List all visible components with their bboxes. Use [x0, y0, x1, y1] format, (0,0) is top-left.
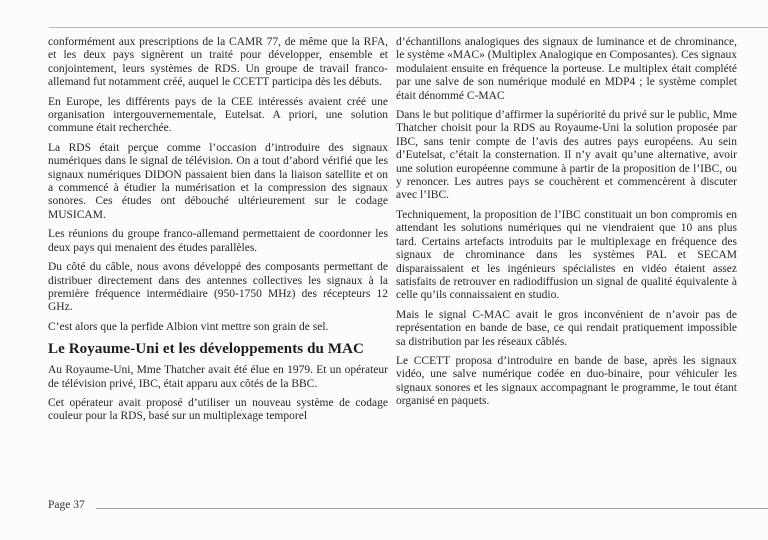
left-column [48, 36, 388, 430]
paragraph: Techniquement, la proposition de l’IBC constituait un bon compromis en attendant les solutions numériques qui ne viendraient que 10 ans plus tard. Certains artefacts introduits par le multiplexage en fréquence des signaux de chrominance dans les systèmes PAL et SECAM disparaissaient et les ingénieurs spécialistes en vidéo étaient assez satisfaits de retrouver en radiodiffusion un signal de qualité équivalente à celle qu’ils connaissaient en studio. [396, 208, 737, 302]
paragraph: conformément aux prescriptions de la CAMR 77, de même que la RFA, et les deux pays signèrent un traité pour développer, ensemble et conjointement, leurs systèmes de RDS. Un groupe de travail franco-allemand fut notamment créé, auquel le CCETT participa dès les débuts. [48, 36, 388, 89]
paragraph: Au Royaume-Uni, Mme Thatcher avait été élue en 1979. Et un opérateur de télévision privé, IBC, était apparu aux côtés de la BBC. [48, 364, 388, 390]
paragraph: Le CCETT proposa d’introduire en bande de base, après les signaux vidéo, une salve numérique codée en duo-binaire, pour véhiculer les signaux sonores et les signaux accompagnant le programme, le tout étant organisé en paquets. [396, 354, 737, 408]
page-number-label: Page 37 [48, 499, 85, 511]
footer-rule [96, 508, 768, 509]
paragraph: Cet opérateur avait proposé d’utiliser un nouveau système de codage couleur pour la RDS, basé sur un multiplexage temporel [48, 396, 388, 423]
paragraph: Dans le but politique d’affirmer la supériorité du privé sur le public, Mme Thatcher choisit pour la RDS au Royaume-Uni la solution proposée par IBC, sans tenir compte de l’avis des autres pays européens. Au sein d’Eutelsat, c’était la consternation. Il n’y avait qu’une alternative, avoir une solution européenne commune à partir de la proposition de l’IBC, ou y renoncer. Les autres pays se couchèrent et commencèrent à discuter avec l’IBC. [396, 109, 737, 202]
paragraph: En Europe, les différents pays de la CEE intéressés avaient créé une organisation intergouvernementale, Eutelsat. A priori, une solution commune était recherchée. [48, 95, 388, 135]
top-rule [49, 27, 768, 28]
paragraph: La RDS était perçue comme l’occasion d’introduire des signaux numériques dans le signal de télévision. On a tout d’abord vérifié que les signaux numériques DIDON passaient bien dans la liaison satellite et on a commencé à étudier la numérisation et la compression des signaux sonores. Ces études ont débouché ultérieurement sur le codage MUSICAM. [48, 141, 388, 221]
paragraph: d’échantillons analogiques des signaux de luminance et de chrominance, le système «MAC» (Multiplex Analogique en Composantes). Ces signaux modulaient ensuite en fréquence la porteuse. Le multiplex était complété par une salve de son numérique modulé en MDP4 ; le système complet était dénommé C-MAC [396, 36, 737, 102]
paragraph: Les réunions du groupe franco-allemand permettaient de coordonner les deux pays qui menaient des études parallèles. [48, 228, 388, 254]
section-heading: Le Royaume-Uni et les développements du MAC [48, 341, 364, 358]
paragraph: Mais le signal C-MAC avait le gros inconvénient de n’avoir pas de représentation en bande de base, ce qui rendait pratiquement impossible sa distribution par les réseaux câblés. [396, 308, 737, 348]
paragraph: C’est alors que la perfide Albion vint mettre son grain de sel. [48, 320, 329, 333]
right-column [396, 36, 737, 415]
page-footer [48, 498, 768, 512]
paragraph: Du côté du câble, nous avons développé des composants permettant de distribuer directement dans des antennes collectives les signaux à la première fréquence intermédiaire (950-1750 MHz) des récepteurs 12 GHz. [48, 261, 388, 314]
